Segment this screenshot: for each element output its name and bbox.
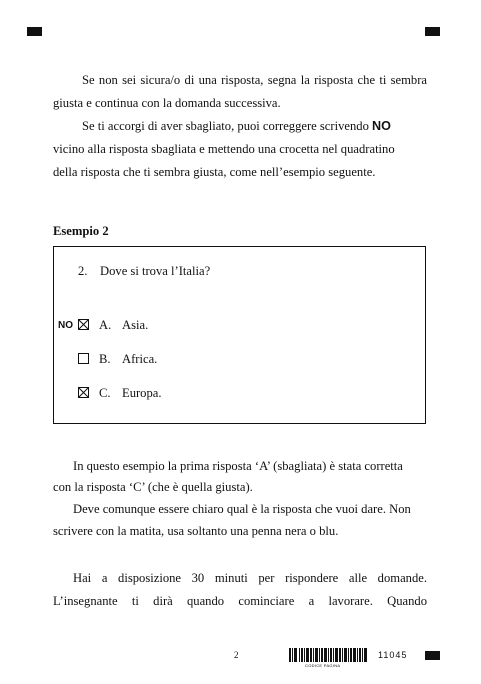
option-c-text: Europa.	[122, 386, 162, 400]
barcode-label: CODICE PAGINA	[305, 663, 341, 668]
registration-mark-top-left	[27, 27, 42, 36]
instruction-paragraph-2-line-3: della risposta che ti sembra giusta, come nell’esempio seguente.	[53, 165, 376, 179]
option-a-checkbox[interactable]	[78, 319, 89, 330]
explanation-line-3: Deve comunque essere chiaro qual è la risposta che vuoi dare. Non	[73, 502, 411, 516]
question-text: Dove si trova l’Italia?	[100, 264, 211, 278]
instruction-paragraph-1: Se non sei sicura/o di una risposta, segna la risposta che ti sembra giusta e continua con la domanda successiva.	[53, 73, 427, 110]
example-heading: Esempio 2	[53, 224, 109, 238]
explanation-line-4: scrivere con la matita, usa soltanto una penna nera o blu.	[53, 524, 339, 538]
option-a-letter: A.	[99, 318, 112, 332]
page-number: 2	[234, 650, 239, 660]
barcode-icon	[289, 648, 369, 662]
no-word: NO	[372, 119, 391, 133]
registration-mark-bottom-right	[425, 651, 440, 660]
time-line-1: Hai a disposizione 30 minuti per rispondere alle domande.	[73, 571, 427, 585]
explanation-line-1: In questo esempio la prima risposta ‘A’ (sbagliata) è stata corretta	[73, 459, 403, 473]
instruction-paragraph-2-line-2: vicino alla risposta sbagliata e mettendo una crocetta nel quadratino	[53, 142, 395, 156]
option-a-text: Asia.	[122, 318, 149, 332]
cross-mark-icon	[79, 320, 88, 329]
option-c-checkbox[interactable]	[78, 387, 89, 398]
option-c-letter: C.	[99, 386, 111, 400]
instruction-paragraph-2: Se ti accorgi di aver sbagliato, puoi correggere scrivendo NO	[82, 119, 391, 133]
option-b-text: Africa.	[122, 352, 158, 366]
time-line-2: L’insegnante ti dirà quando cominciare a lavorare. Quando	[53, 594, 427, 608]
registration-mark-top-right	[425, 27, 440, 36]
no-correction-mark: NO	[58, 320, 73, 331]
cross-mark-icon	[79, 388, 88, 397]
option-b-letter: B.	[99, 352, 111, 366]
question-number: 2.	[78, 264, 88, 278]
document-code: 11045	[378, 650, 408, 660]
option-b-checkbox[interactable]	[78, 353, 89, 364]
explanation-line-2: con la risposta ‘C’ (che è quella giusta).	[53, 480, 253, 494]
